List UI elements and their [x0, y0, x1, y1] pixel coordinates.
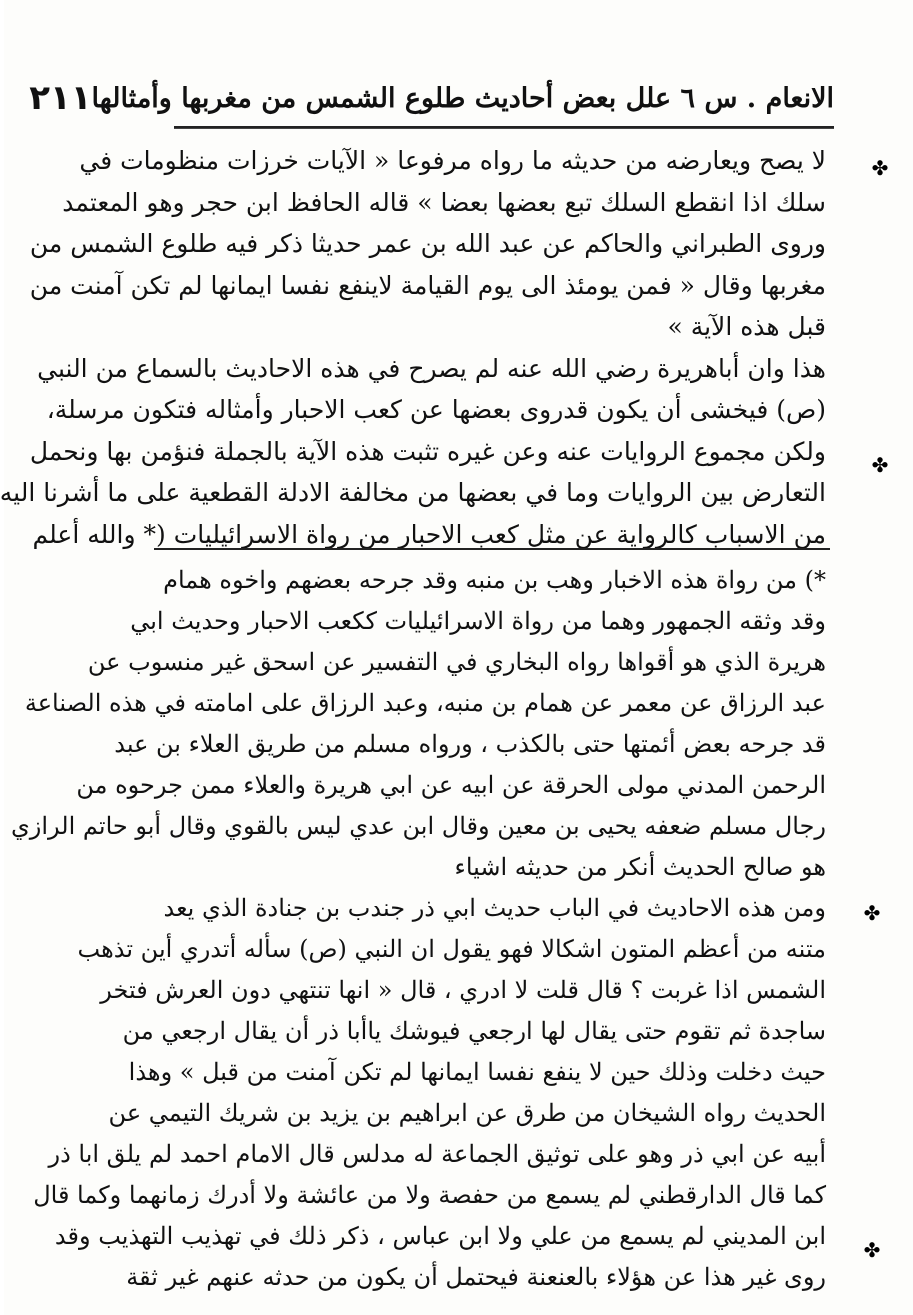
fleuron-icon: ✤: [871, 453, 889, 477]
fleuron-icon: ✤: [863, 901, 881, 925]
footnote-line: ابن المديني لم يسمع من علي ولا ابن عباس ، ذكر ذلك في تهذيب التهذيب وقد: [54, 1222, 826, 1250]
footnote-line: *) من رواة هذه الاخبار وهب بن منبه وقد جرحه بعضهم واخوه همام: [163, 566, 826, 594]
text-line: هذا وان أباهريرة رضي الله عنه لم يصرح في هذه الاحاديث بالسماع من النبي: [37, 353, 826, 383]
footnote-line: الشمس اذا غربت ؟ قال قلت لا ادري ، قال « انها تنتهي دون العرش فتخر: [100, 976, 826, 1004]
fleuron-icon: ✤: [871, 156, 889, 180]
footnote-line: ساجدة ثم تقوم حتى يقال لها ارجعي فيوشك ياأبا ذر أن يقال ارجعي من: [122, 1017, 826, 1045]
main-text: [0, 140, 826, 555]
text-line: وروى الطبراني والحاكم عن عبد الله بن عمر حديثا ذكر فيه طلوع الشمس من: [29, 229, 826, 258]
footnote-text: [11, 560, 826, 1298]
footnote-line: الرحمن المدني مولى الحرقة عن ابيه عن ابي هريرة والعلاء ممن جرحوه من: [76, 771, 826, 799]
page-number: ٢١١: [29, 78, 92, 118]
footnote-line: متنه من أعظم المتون اشكالا فهو يقول ان النبي (ص) سأله أتدري أين تذهب: [77, 935, 826, 963]
running-header: [29, 70, 834, 128]
footnote-line: روى غير هذا عن هؤلاء بالعنعنة فيحتمل أن يكون من حدثه عنهم غير ثقة: [126, 1263, 826, 1291]
footnote-divider: [154, 548, 830, 550]
text-line: مغربها وقال « فمن يومئذ الى يوم القيامة لاينفع نفسا ايمانها لم تكن آمنت من: [29, 270, 826, 300]
text-line: ولكن مجموع الروايات عنه وعن غيره تثبت هذه الآية بالجملة فنؤمن بها ونحمل: [29, 436, 826, 466]
fleuron-icon: ✤: [863, 1238, 881, 1262]
header-title: الانعام . س ٦ علل بعض أحاديث طلوع الشمس من مغربها وأمثالها: [91, 82, 834, 114]
footnote-line: ومن هذه الاحاديث في الباب حديث ابي ذر جندب بن جنادة الذي يعد: [163, 894, 826, 922]
footnote-line: هريرة الذي هو أقواها رواه البخاري في التفسير عن اسحق غير منسوب عن: [87, 648, 826, 676]
footnote-line: الحديث رواه الشيخان من طرق عن ابراهيم بن يزيد بن شريك التيمي عن: [108, 1099, 826, 1127]
header-rule: [174, 128, 834, 129]
footnote-line: عبد الرزاق عن معمر عن همام بن منبه، وعبد الرزاق على امامته في هذه الصناعة: [24, 689, 826, 717]
text-line: (ص) فيخشى أن يكون قدروى بعضها عن كعب الاحبار وأمثاله فتكون مرسلة،: [46, 395, 826, 424]
footnote-line: أبيه عن ابي ذر وهو على توثيق الجماعة له مدلس قال الامام احمد لم يلق ابا ذر: [48, 1140, 826, 1168]
text-line: لا يصح ويعارضه من حديثه ما رواه مرفوعا « الآيات خرزات منظومات في: [79, 146, 826, 175]
footnote-line: كما قال الدارقطني لم يسمع من حفصة ولا من عائشة ولا أدرك زمانهما وكما قال: [33, 1181, 826, 1209]
text-line: التعارض بين الروايات وما في بعضها من مخالفة الادلة القطعية على ما أشرنا اليه: [0, 478, 826, 507]
footnote-line: وقد وثقه الجمهور وهما من رواة الاسرائيليات ككعب الاحبار وحديث ابي: [130, 607, 826, 635]
text-line: من الاسباب كالرواية عن مثل كعب الاحبار من رواة الاسرائيليات (* والله أعلم: [32, 519, 826, 549]
text-line: قبل هذه الآية »: [667, 312, 826, 341]
footnote-line: هو صالح الحديث أنكر من حديثه اشياء: [454, 853, 826, 881]
footnote-line: رجال مسلم ضعفه يحيى بن معين وقال ابن عدي ليس بالقوي وقال أبو حاتم الرازي: [11, 812, 826, 840]
text-line: سلك اذا انقطع السلك تبع بعضها بعضا » قاله الحافظ ابن حجر وهو المعتمد: [62, 187, 826, 217]
footnote-line: قد جرحه بعض أئمتها حتى بالكذب ، ورواه مسلم من طريق العلاء بن عبد: [114, 730, 826, 758]
footnote-line: حيث دخلت وذلك حين لا ينفع نفسا ايمانها لم تكن آمنت من قبل » وهذا: [128, 1058, 826, 1086]
